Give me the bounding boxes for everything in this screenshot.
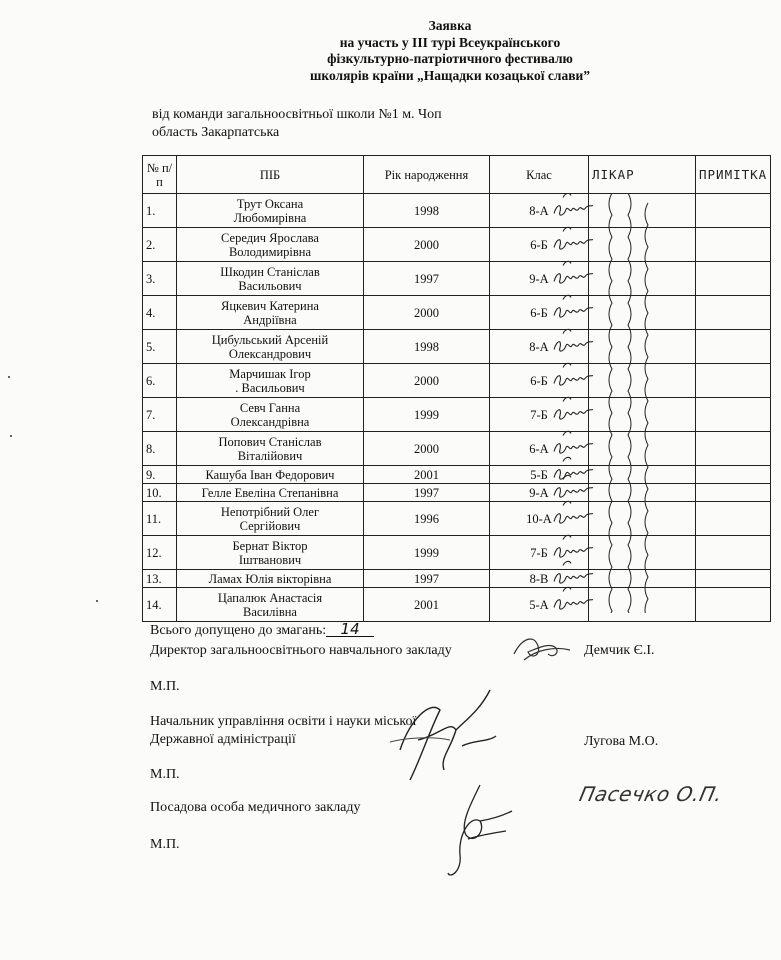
scan-speck	[96, 600, 98, 602]
cell-name	[177, 364, 364, 398]
cell-number: 9.	[143, 466, 177, 484]
cell-birth-year: 1997	[364, 570, 490, 588]
cell-name-line-2: Васильович	[238, 278, 302, 293]
cell-name	[177, 194, 364, 228]
cell-name-line-1: Марчишак Ігор	[229, 366, 311, 381]
cell-class: 8-В	[490, 570, 589, 588]
table-row	[143, 262, 771, 296]
cell-birth-year: 1999	[364, 536, 490, 570]
cell-note	[696, 262, 771, 296]
col-header-number: № п/п	[143, 156, 177, 194]
table-row	[143, 330, 771, 364]
cell-doctor-mark	[589, 484, 696, 502]
cell-number: 11.	[143, 502, 177, 536]
cell-name	[177, 398, 364, 432]
cell-note	[696, 588, 771, 622]
cell-number: 14.	[143, 588, 177, 622]
cell-birth-year: 1997	[364, 484, 490, 502]
cell-note	[696, 228, 771, 262]
cell-name	[177, 262, 364, 296]
cell-name-line-2: Володимирівна	[228, 244, 312, 259]
cell-class: 7-Б	[490, 398, 589, 432]
cell-name	[177, 432, 364, 466]
cell-class: 5-Б	[490, 466, 589, 484]
medical-official-label: Посадова особа медичного закладу	[150, 800, 361, 815]
cell-doctor-mark	[589, 466, 696, 484]
cell-birth-year: 2001	[364, 588, 490, 622]
cell-doctor-mark	[589, 398, 696, 432]
medical-official-signature	[440, 775, 520, 885]
table-row	[143, 364, 771, 398]
cell-note	[696, 502, 771, 536]
cell-class: 9-А	[490, 262, 589, 296]
cell-name	[177, 484, 364, 502]
cell-number: 3.	[143, 262, 177, 296]
cell-number: 5.	[143, 330, 177, 364]
cell-birth-year: 1998	[364, 194, 490, 228]
education-head-label-line-1: Начальник управління освіти і науки міської	[150, 714, 417, 729]
cell-name-line-2: Віталійович	[237, 448, 303, 463]
cell-class: 8-А	[490, 330, 589, 364]
table-row	[143, 466, 771, 484]
cell-name	[177, 228, 364, 262]
cell-note	[696, 194, 771, 228]
cell-number: 1.	[143, 194, 177, 228]
table-row	[143, 228, 771, 262]
cell-name-line-2: Василівна	[243, 604, 297, 619]
cell-note	[696, 398, 771, 432]
cell-name-line-2: Любомирівна	[233, 210, 307, 225]
cell-name-line-1: Цапалюк Анастасія	[217, 590, 323, 605]
stamp-place-3: М.П.	[150, 837, 180, 852]
director-name: Демчик Є.І.	[584, 643, 655, 658]
cell-doctor-mark	[589, 262, 696, 296]
cell-name-line-1: Трут Оксана	[236, 196, 304, 211]
cell-name-line-1: Середич Ярослава	[221, 230, 319, 245]
cell-note	[696, 536, 771, 570]
cell-name	[177, 330, 364, 364]
col-header-note: ПРИМІТКА	[696, 156, 771, 194]
cell-birth-year: 1996	[364, 502, 490, 536]
cell-note	[696, 330, 771, 364]
cell-class: 8-А	[490, 194, 589, 228]
cell-name	[177, 536, 364, 570]
education-head-label-line-2: Державної адміністрації	[150, 732, 296, 747]
cell-doctor-mark	[589, 536, 696, 570]
cell-name-line-2: Сергійович	[239, 518, 301, 533]
cell-name-line-1: Севч Ганна	[239, 400, 301, 415]
cell-name	[177, 296, 364, 330]
cell-name-line-1: Яцкевич Катерина	[221, 298, 319, 313]
cell-birth-year: 1997	[364, 262, 490, 296]
table-row	[143, 398, 771, 432]
total-admitted-value: 14	[326, 623, 374, 637]
cell-birth-year: 2001	[364, 466, 490, 484]
cell-name	[177, 588, 364, 622]
cell-number: 12.	[143, 536, 177, 570]
cell-name-line-1: Непотрібний Олег	[220, 504, 320, 519]
team-line: від команди загальноосвітньої школи №1 м. Чоп	[152, 107, 442, 122]
cell-number: 8.	[143, 432, 177, 466]
table-row	[143, 502, 771, 536]
cell-class: 6-Б	[490, 364, 589, 398]
cell-name-line-1: Попович Станіслав	[218, 434, 322, 449]
cell-number: 4.	[143, 296, 177, 330]
table-row	[143, 194, 771, 228]
cell-class: 6-Б	[490, 296, 589, 330]
table-row	[143, 484, 771, 502]
cell-class: 10-А	[490, 502, 589, 536]
col-header-birth-year: Рік народження	[364, 156, 490, 194]
title-line-2: на участь у ІІІ турі Всеукраїнського	[339, 34, 561, 50]
title-line-4: школярів країни „Нащадки козацької слави”	[309, 67, 591, 83]
cell-name-line-2: Олександрівна	[230, 414, 310, 429]
cell-birth-year: 1999	[364, 398, 490, 432]
table-row	[143, 588, 771, 622]
cell-class: 9-А	[490, 484, 589, 502]
table-header-row	[143, 156, 771, 194]
cell-birth-year: 2000	[364, 364, 490, 398]
cell-note	[696, 432, 771, 466]
region-line: область Закарпатська	[152, 125, 280, 140]
cell-number: 6.	[143, 364, 177, 398]
cell-doctor-mark	[589, 296, 696, 330]
medical-official-handwritten-name: Пасечко О.П.	[577, 782, 725, 806]
cell-name	[177, 502, 364, 536]
cell-name-line-1: Кашуба Іван Федорович	[205, 467, 335, 482]
cell-birth-year: 2000	[364, 432, 490, 466]
participants-table	[142, 155, 771, 622]
total-admitted-line	[150, 620, 374, 639]
cell-birth-year: 1998	[364, 330, 490, 364]
cell-name-line-2: . Васильович	[235, 380, 305, 395]
document-title: Заявка	[428, 18, 472, 33]
scan-speck	[10, 435, 12, 437]
cell-class: 5-А	[490, 588, 589, 622]
cell-note	[696, 484, 771, 502]
document-title-block	[230, 18, 670, 84]
cell-doctor-mark	[589, 330, 696, 364]
cell-name-line-1: Цибульський Арсеній	[211, 332, 329, 347]
table-row	[143, 432, 771, 466]
participants-table-body	[143, 194, 771, 622]
col-header-name: ПІБ	[177, 156, 364, 194]
cell-class: 7-Б	[490, 536, 589, 570]
cell-name-line-1: Ламах Юлія вікторівна	[208, 571, 332, 586]
cell-name-line-2: Олександрович	[228, 346, 312, 361]
cell-number: 2.	[143, 228, 177, 262]
cell-name	[177, 466, 364, 484]
cell-name	[177, 570, 364, 588]
cell-name-line-2: Іштванович	[238, 552, 302, 567]
stamp-place-2: М.П.	[150, 767, 180, 782]
total-admitted-label: Всього допущено до змагань:	[150, 623, 327, 638]
director-signature	[508, 628, 578, 668]
col-header-doctor: ЛІКАР	[589, 156, 696, 194]
cell-number: 13.	[143, 570, 177, 588]
col-header-class: Клас	[490, 156, 589, 194]
cell-name-line-2: Андріївна	[243, 312, 297, 327]
cell-doctor-mark	[589, 194, 696, 228]
cell-name-line-1: Бернат Віктор	[232, 538, 308, 553]
education-head-signature	[370, 680, 510, 790]
table-row	[143, 570, 771, 588]
cell-doctor-mark	[589, 570, 696, 588]
cell-name-line-1: Гелле Евеліна Степанівна	[201, 485, 339, 500]
table-row	[143, 536, 771, 570]
cell-doctor-mark	[589, 502, 696, 536]
cell-note	[696, 570, 771, 588]
cell-doctor-mark	[589, 588, 696, 622]
cell-birth-year: 2000	[364, 228, 490, 262]
cell-doctor-mark	[589, 364, 696, 398]
title-line-3: фізкультурно-патріотичного фестивалю	[327, 51, 573, 66]
cell-class: 6-А	[490, 432, 589, 466]
director-label: Директор загальноосвітнього навчального закладу	[150, 643, 452, 658]
cell-class: 6-Б	[490, 228, 589, 262]
cell-note	[696, 364, 771, 398]
stamp-place-1: М.П.	[150, 679, 180, 694]
scan-speck	[8, 376, 10, 378]
cell-doctor-mark	[589, 228, 696, 262]
cell-doctor-mark	[589, 432, 696, 466]
cell-name-line-1: Шкодин Станіслав	[220, 264, 320, 279]
cell-birth-year: 2000	[364, 296, 490, 330]
cell-note	[696, 296, 771, 330]
cell-note	[696, 466, 771, 484]
education-head-name: Лугова М.О.	[584, 734, 659, 749]
cell-number: 7.	[143, 398, 177, 432]
table-row	[143, 296, 771, 330]
cell-number: 10.	[143, 484, 177, 502]
